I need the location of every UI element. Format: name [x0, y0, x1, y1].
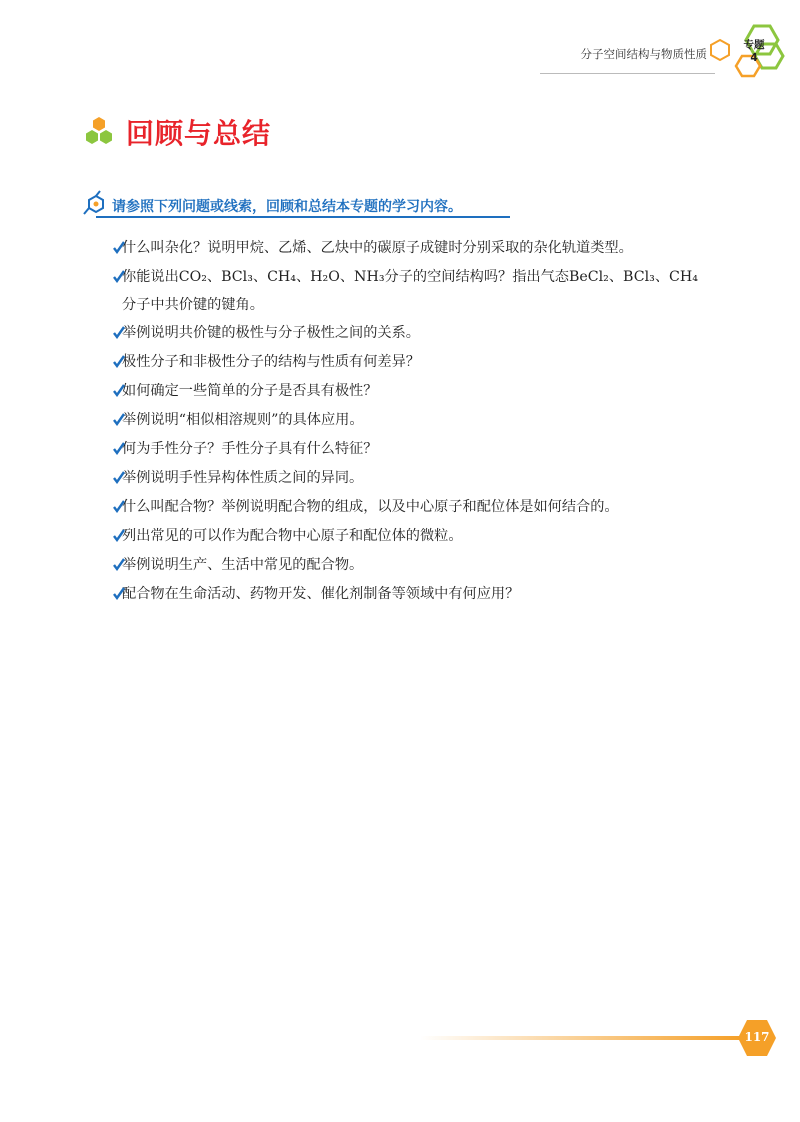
list-item: [86, 319, 726, 348]
checkmark-icon: [112, 325, 126, 339]
topic-badge-number: 4: [750, 52, 758, 64]
prompt-underline: [96, 216, 510, 218]
list-item-text: 什么叫配合物？举例说明配合物的组成，以及中心原子和配位体是如何结合的。: [122, 499, 619, 515]
section-title: 回顾与总结: [126, 117, 272, 150]
list-item: [86, 493, 726, 522]
checkmark-icon: [112, 441, 126, 455]
list-item-text: 举例说明生产、生活中常见的配合物。: [122, 557, 364, 573]
list-item: [86, 377, 726, 406]
list-item: [86, 435, 726, 464]
list-item: [86, 234, 726, 263]
list-item: [86, 580, 726, 609]
topic-badge-label: 专题: [743, 39, 765, 51]
checkmark-icon: [112, 354, 126, 368]
list-item: [86, 406, 726, 435]
list-item-text: 列出常见的可以作为配合物中心原子和配位体的微粒。: [122, 528, 463, 544]
hexagon-outline-icon: [708, 38, 732, 62]
checkmark-icon: [112, 269, 126, 283]
page-number: 117: [744, 1030, 770, 1044]
footer-accent-bar: [420, 1036, 740, 1040]
list-item: [86, 263, 726, 319]
checkmark-icon: [112, 586, 126, 600]
list-item-text: 举例说明共价键的极性与分子极性之间的关系。: [122, 325, 420, 341]
checkmark-icon: [112, 240, 126, 254]
list-item-text: 举例说明“相似相溶规则”的具体应用。: [122, 412, 364, 428]
header-rule: [540, 73, 715, 74]
list-item-text: 何为手性分子？手性分子具有什么特征？: [122, 441, 378, 457]
checkmark-icon: [112, 499, 126, 513]
chapter-title: 分子空间结构与物质性质: [580, 47, 707, 61]
checkmark-icon: [112, 383, 126, 397]
prompt-text: 请参照下列问题或线索，回顾和总结本专题的学习内容。: [112, 199, 462, 215]
checkmark-icon: [112, 557, 126, 571]
list-item-text: 什么叫杂化？说明甲烷、乙烯、乙炔中的碳原子成键时分别采取的杂化轨道类型。: [122, 240, 633, 256]
list-item: [86, 551, 726, 580]
list-item-text: 举例说明手性异构体性质之间的异同。: [122, 470, 364, 486]
list-item-text: 如何确定一些简单的分子是否具有极性？: [122, 383, 378, 399]
list-item-text: 配合物在生命活动、药物开发、催化剂制备等领域中有何应用？: [122, 586, 520, 602]
checkmark-icon: [112, 412, 126, 426]
list-item: [86, 348, 726, 377]
list-item: [86, 522, 726, 551]
checkmark-icon: [112, 470, 126, 484]
list-item-text: 你能说出CO₂、BCl₃、CH₄、H₂O、NH₃分子的空间结构吗？指出气态BeCl₂、BCl₃、CH₄分子中共价键的键角。: [122, 269, 698, 313]
list-item: [86, 464, 726, 493]
list-item-text: 极性分子和非极性分子的结构与性质有何差异？: [122, 354, 420, 370]
checkmark-icon: [112, 528, 126, 542]
three-hexagons-icon: [84, 116, 114, 146]
review-question-list: [86, 234, 726, 609]
